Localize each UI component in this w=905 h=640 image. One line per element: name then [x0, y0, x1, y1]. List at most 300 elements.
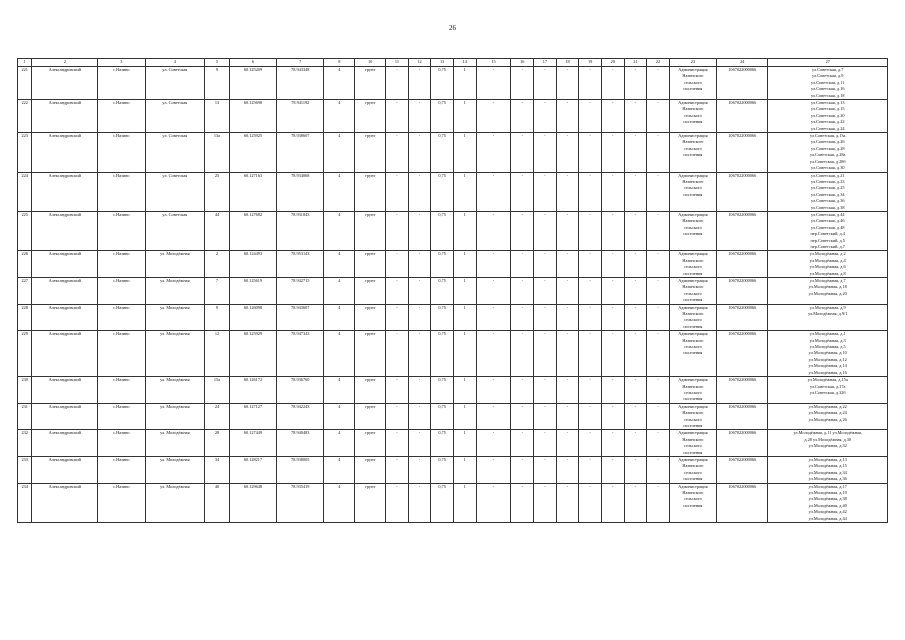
- table-cell: -: [556, 278, 579, 305]
- longitude-cell: 78.947343: [277, 331, 324, 377]
- longitude-cell: 78.943607: [277, 304, 324, 331]
- table-cell: -: [624, 211, 647, 250]
- table-cell: 1: [453, 483, 476, 522]
- address-line: ул.Молодёжная, д.32: [808, 443, 847, 449]
- longitude-cell: 78.942715: [277, 278, 324, 305]
- ogrn-cell: 1067022000066: [717, 483, 768, 522]
- latitude-cell: 60.127163: [229, 172, 276, 211]
- longitude-cell: 78.953143: [277, 251, 324, 278]
- address-line: ул.Советская, д.28: [810, 145, 845, 151]
- bin-count-cell: 4: [324, 304, 355, 331]
- served-addresses-cell: [768, 172, 888, 211]
- owner-cell: [669, 172, 716, 211]
- bin-count-cell: 4: [324, 211, 355, 250]
- owner-line: Назинского: [682, 284, 704, 290]
- served-addresses-cell: [768, 251, 888, 278]
- table-cell: -: [601, 331, 624, 377]
- table-cell: -: [579, 304, 602, 331]
- address-line: ул.Молодёжная, д.44: [808, 515, 847, 521]
- table-cell: 0,75: [431, 483, 454, 522]
- settlement-cell: с.Назино: [98, 456, 145, 483]
- column-number: 15: [476, 59, 511, 67]
- surface-cell: грунт: [355, 331, 386, 377]
- owner-line: Назинского: [682, 383, 704, 389]
- table-row: [18, 483, 888, 522]
- table-cell: -: [624, 133, 647, 172]
- surface-cell: грунт: [355, 251, 386, 278]
- address-line: ул.Молодёжная, д.38: [808, 496, 847, 502]
- bin-count-cell: 4: [324, 133, 355, 172]
- longitude-cell: 78.931843: [277, 211, 324, 250]
- table-cell: -: [601, 304, 624, 331]
- owner-cell: [669, 100, 716, 133]
- table-cell: -: [624, 377, 647, 404]
- owner-line: сельского: [684, 112, 702, 118]
- owner-cell: [669, 304, 716, 331]
- table-cell: -: [579, 430, 602, 457]
- address-line: ул.Советская, д.46: [810, 218, 845, 224]
- owner-line: сельского: [684, 79, 702, 85]
- address-line: ул.Советская, д.22: [810, 119, 845, 125]
- house-cell: 34: [205, 456, 230, 483]
- table-row: [18, 403, 888, 430]
- table-cell: -: [511, 304, 534, 331]
- table-cell: -: [534, 483, 557, 522]
- bin-count-cell: 4: [324, 377, 355, 404]
- table-cell: -: [624, 331, 647, 377]
- address-line: ул.Советская, д.34: [810, 191, 845, 197]
- house-cell: 12: [205, 331, 230, 377]
- owner-line: поселения: [683, 119, 703, 125]
- bin-count-cell: 4: [324, 172, 355, 211]
- latitude-cell: 60.125209: [229, 67, 276, 100]
- column-number: 13: [431, 59, 454, 67]
- table-cell: -: [601, 211, 624, 250]
- owner-line: поселения: [683, 476, 703, 482]
- table-cell: -: [534, 304, 557, 331]
- row-number: 229: [18, 331, 32, 377]
- table-cell: -: [647, 403, 670, 430]
- table-cell: -: [511, 211, 534, 250]
- table-row: [18, 211, 888, 250]
- owner-line: Назинского: [682, 337, 704, 343]
- table-cell: 1: [453, 211, 476, 250]
- column-number: 8: [324, 59, 355, 67]
- table-cell: -: [408, 403, 431, 430]
- table-cell: -: [579, 67, 602, 100]
- ogrn-cell: 1067022000066: [717, 456, 768, 483]
- table-row: [18, 377, 888, 404]
- served-addresses-cell: [768, 331, 888, 377]
- served-addresses-cell: [768, 100, 888, 133]
- table-cell: -: [476, 483, 511, 522]
- table-row: [18, 278, 888, 305]
- table-cell: 1: [453, 133, 476, 172]
- row-number: 222: [18, 100, 32, 133]
- house-cell: 44: [205, 211, 230, 250]
- address-line: ул.Советская, д.30: [810, 165, 845, 171]
- bin-count-cell: 4: [324, 331, 355, 377]
- table-cell: -: [601, 377, 624, 404]
- address-line: ул.Советская, д.38: [810, 204, 845, 210]
- table-cell: -: [408, 456, 431, 483]
- table-cell: -: [601, 133, 624, 172]
- address-line: ул.Советская, д.24: [810, 125, 845, 131]
- table-cell: 0,75: [431, 278, 454, 305]
- surface-cell: грунт: [355, 430, 386, 457]
- longitude-cell: 78.934068: [277, 172, 324, 211]
- table-cell: -: [601, 100, 624, 133]
- served-addresses-cell: [768, 456, 888, 483]
- owner-line: поселения: [683, 297, 703, 303]
- row-number: 228: [18, 304, 32, 331]
- longitude-cell: 78.941192: [277, 100, 324, 133]
- address-line: ул.Молодёжная, д.10: [808, 350, 847, 356]
- column-number: 20: [601, 59, 624, 67]
- table-cell: -: [556, 133, 579, 172]
- column-number: 11: [386, 59, 409, 67]
- street-cell: ул. Молодёжная: [145, 403, 205, 430]
- owner-cell: [669, 278, 716, 305]
- street-cell: ул. Советская: [145, 172, 205, 211]
- table-row: [18, 133, 888, 172]
- table-cell: -: [647, 483, 670, 522]
- settlement-cell: с.Назино: [98, 331, 145, 377]
- bin-count-cell: 4: [324, 278, 355, 305]
- owner-line: Назинского: [682, 139, 704, 145]
- table-cell: -: [534, 430, 557, 457]
- owner-line: Администрация: [678, 172, 708, 178]
- latitude-cell: 60.125929: [229, 331, 276, 377]
- table-cell: -: [647, 172, 670, 211]
- table-cell: -: [601, 251, 624, 278]
- table-cell: -: [647, 67, 670, 100]
- table-cell: -: [624, 403, 647, 430]
- settlement-cell: с.Назино: [98, 211, 145, 250]
- table-cell: -: [476, 403, 511, 430]
- column-number: 17: [534, 59, 557, 67]
- page-number: 26: [449, 24, 456, 32]
- street-cell: ул. Молодёжная: [145, 377, 205, 404]
- owner-line: сельского: [684, 416, 702, 422]
- table-cell: -: [579, 403, 602, 430]
- owner-line: сельского: [684, 389, 702, 395]
- owner-line: поселения: [683, 502, 703, 508]
- table-cell: 0,75: [431, 304, 454, 331]
- served-addresses-cell: [768, 304, 888, 331]
- ogrn-cell: 1067022000066: [717, 278, 768, 305]
- table-cell: -: [476, 172, 511, 211]
- surface-cell: грунт: [355, 133, 386, 172]
- owner-line: Администрация: [678, 403, 708, 409]
- table-cell: -: [601, 278, 624, 305]
- longitude-cell: 78.942243: [277, 403, 324, 430]
- address-line: ул.Советская, д.13а: [809, 133, 846, 139]
- column-number: 27: [768, 59, 888, 67]
- table-cell: -: [386, 172, 409, 211]
- table-cell: -: [386, 403, 409, 430]
- bin-count-cell: 4: [324, 430, 355, 457]
- district-cell: Александровский: [32, 67, 98, 100]
- address-line: ул.Советская, д.28а: [809, 152, 846, 158]
- column-number: 14: [453, 59, 476, 67]
- surface-cell: грунт: [355, 456, 386, 483]
- address-line: ул.Советская, д.16: [810, 86, 845, 92]
- district-cell: Александровский: [32, 403, 98, 430]
- owner-line: Администрация: [678, 483, 708, 489]
- served-addresses-cell: [768, 403, 888, 430]
- table-cell: -: [408, 133, 431, 172]
- served-addresses-cell: [768, 483, 888, 522]
- latitude-cell: 60.125619: [229, 278, 276, 305]
- table-cell: -: [556, 100, 579, 133]
- column-number: 2: [32, 59, 98, 67]
- street-cell: ул. Молодёжная: [145, 304, 205, 331]
- address-line: ул.Советская, д.15: [810, 106, 845, 112]
- settlement-cell: с.Назино: [98, 403, 145, 430]
- latitude-cell: 60.126172: [229, 377, 276, 404]
- table-cell: -: [511, 278, 534, 305]
- surface-cell: грунт: [355, 172, 386, 211]
- table-cell: -: [579, 172, 602, 211]
- address-line: ул.Молодёжная, д.36: [808, 476, 847, 482]
- table-cell: -: [624, 100, 647, 133]
- row-number: 227: [18, 278, 32, 305]
- column-number: 3: [98, 59, 145, 67]
- address-line: ул.Молодёжная, д.8: [809, 270, 846, 276]
- table-cell: -: [601, 483, 624, 522]
- table-cell: -: [647, 100, 670, 133]
- owner-line: Назинского: [682, 463, 704, 469]
- owner-cell: [669, 67, 716, 100]
- house-cell: 13: [205, 100, 230, 133]
- table-cell: -: [408, 304, 431, 331]
- address-line: ул.Советская, д.9: [812, 73, 844, 79]
- address-line: ул.Советская, д.36: [810, 198, 845, 204]
- ogrn-cell: 1067022000066: [717, 403, 768, 430]
- table-cell: -: [386, 278, 409, 305]
- table-cell: -: [556, 456, 579, 483]
- table-cell: 0,75: [431, 172, 454, 211]
- table-row: [18, 430, 888, 457]
- table-cell: -: [511, 67, 534, 100]
- table-cell: 1: [453, 251, 476, 278]
- owner-line: сельского: [684, 290, 702, 296]
- served-addresses-cell: [768, 278, 888, 305]
- table-cell: -: [647, 377, 670, 404]
- settlement-cell: с.Назино: [98, 377, 145, 404]
- table-cell: 0,75: [431, 67, 454, 100]
- table-cell: -: [386, 430, 409, 457]
- district-cell: Александровский: [32, 430, 98, 457]
- column-number: 22: [647, 59, 670, 67]
- settlement-cell: с.Назино: [98, 100, 145, 133]
- table-row: [18, 331, 888, 377]
- owner-cell: [669, 483, 716, 522]
- table-cell: -: [386, 67, 409, 100]
- address-line: ул.Советская, д.17а: [809, 383, 846, 389]
- table-cell: 1: [453, 304, 476, 331]
- table-cell: -: [511, 377, 534, 404]
- address-line: ул.Советская, д.20: [810, 112, 845, 118]
- latitude-cell: 60.126098: [229, 304, 276, 331]
- row-number: 233: [18, 456, 32, 483]
- table-cell: -: [624, 456, 647, 483]
- table-cell: 0,75: [431, 133, 454, 172]
- table-cell: -: [408, 483, 431, 522]
- table-cell: 0,75: [431, 430, 454, 457]
- owner-line: поселения: [683, 270, 703, 276]
- address-line: пер.Советский, д.4: [810, 231, 845, 237]
- address-line: ул.Советская, д.23: [810, 178, 845, 184]
- table-cell: -: [476, 251, 511, 278]
- street-cell: ул. Советская: [145, 100, 205, 133]
- street-cell: ул. Молодёжная: [145, 483, 205, 522]
- owner-line: поселения: [683, 323, 703, 329]
- house-cell: 40: [205, 483, 230, 522]
- address-line: пер.Советский, д.7: [810, 243, 845, 249]
- surface-cell: грунт: [355, 278, 386, 305]
- latitude-cell: 60.127682: [229, 211, 276, 250]
- table-cell: -: [579, 278, 602, 305]
- settlement-cell: с.Назино: [98, 278, 145, 305]
- street-cell: ул. Советская: [145, 211, 205, 250]
- table-cell: -: [534, 133, 557, 172]
- owner-line: Назинского: [682, 436, 704, 442]
- ogrn-cell: 1067022000066: [717, 304, 768, 331]
- bin-count-cell: 4: [324, 483, 355, 522]
- longitude-cell: 78.940483: [277, 430, 324, 457]
- table-cell: -: [386, 133, 409, 172]
- owner-line: поселения: [683, 422, 703, 428]
- address-line: ул.Советская, д.21: [810, 172, 845, 178]
- row-number: 225: [18, 211, 32, 250]
- house-cell: 28: [205, 430, 230, 457]
- table-cell: -: [624, 251, 647, 278]
- street-cell: ул. Советская: [145, 67, 205, 100]
- district-cell: Александровский: [32, 377, 98, 404]
- address-line: ул.Молодёжная, д.2: [809, 251, 846, 257]
- table-cell: -: [511, 133, 534, 172]
- column-number: 16: [511, 59, 534, 67]
- owner-line: Администрация: [678, 430, 708, 436]
- owner-line: сельского: [684, 145, 702, 151]
- bin-count-cell: 4: [324, 100, 355, 133]
- address-line: ул.Молодёжная, д.13: [808, 456, 847, 462]
- address-line: ул.Советская, д.32б: [809, 389, 846, 395]
- table-cell: -: [408, 67, 431, 100]
- longitude-cell: 78.938607: [277, 133, 324, 172]
- owner-line: сельского: [684, 443, 702, 449]
- table-cell: -: [476, 100, 511, 133]
- ogrn-cell: 1067022000066: [717, 172, 768, 211]
- table-cell: -: [534, 377, 557, 404]
- settlement-cell: с.Назино: [98, 304, 145, 331]
- table-cell: 1: [453, 278, 476, 305]
- table-cell: -: [647, 133, 670, 172]
- longitude-cell: 78.943348: [277, 67, 324, 100]
- table-cell: 0,75: [431, 377, 454, 404]
- table-cell: -: [556, 430, 579, 457]
- surface-cell: грунт: [355, 403, 386, 430]
- column-number: 4: [145, 59, 205, 67]
- table-cell: 1: [453, 172, 476, 211]
- owner-cell: [669, 377, 716, 404]
- table-cell: -: [579, 211, 602, 250]
- bin-count-cell: 4: [324, 67, 355, 100]
- owner-line: сельского: [684, 496, 702, 502]
- table-cell: -: [511, 403, 534, 430]
- owner-line: сельского: [684, 317, 702, 323]
- address-line: ул.Молодёжная, д.26: [808, 416, 847, 422]
- table-cell: 1: [453, 331, 476, 377]
- district-cell: Александровский: [32, 304, 98, 331]
- table-cell: 0,75: [431, 100, 454, 133]
- surface-cell: грунт: [355, 100, 386, 133]
- column-number: 21: [624, 59, 647, 67]
- house-cell: 24: [205, 403, 230, 430]
- served-addresses-cell: [768, 67, 888, 100]
- ogrn-cell: 1067022000066: [717, 133, 768, 172]
- street-cell: ул. Молодёжная: [145, 430, 205, 457]
- owner-line: Назинского: [682, 73, 704, 79]
- table-cell: -: [534, 331, 557, 377]
- table-cell: -: [647, 331, 670, 377]
- owner-line: сельского: [684, 344, 702, 350]
- table-cell: -: [534, 278, 557, 305]
- district-cell: Александровский: [32, 133, 98, 172]
- served-addresses-cell: [768, 430, 888, 457]
- table-cell: -: [556, 331, 579, 377]
- table-cell: -: [534, 100, 557, 133]
- row-number: 232: [18, 430, 32, 457]
- table-cell: -: [511, 331, 534, 377]
- house-cell: 7: [205, 278, 230, 305]
- owner-line: поселения: [683, 350, 703, 356]
- address-line: ул.Молодёжная, д.19: [808, 490, 847, 495]
- address-line: ул.Молодёжная, д.34: [808, 469, 847, 475]
- table-cell: -: [556, 377, 579, 404]
- latitude-cell: 60.125925: [229, 133, 276, 172]
- table-cell: -: [556, 304, 579, 331]
- street-cell: ул. Молодёжная: [145, 278, 205, 305]
- owner-line: Назинского: [682, 218, 704, 224]
- owner-line: поселения: [683, 231, 703, 237]
- surface-cell: грунт: [355, 211, 386, 250]
- address-line: пер.Советский, д.5: [810, 237, 845, 243]
- table-cell: -: [556, 403, 579, 430]
- address-line: ул.Молодёжная, д.17: [808, 483, 847, 489]
- table-cell: -: [534, 67, 557, 100]
- settlement-cell: с.Назино: [98, 251, 145, 278]
- street-cell: ул. Молодёжная: [145, 251, 205, 278]
- table-cell: -: [624, 172, 647, 211]
- street-cell: ул. Молодёжная: [145, 456, 205, 483]
- column-number: 24: [717, 59, 768, 67]
- settlement-cell: с.Назино: [98, 172, 145, 211]
- table-row: [18, 67, 888, 100]
- owner-line: Администрация: [678, 211, 708, 217]
- address-line: ул.Советская, д.25: [810, 185, 845, 191]
- owner-cell: [669, 331, 716, 377]
- table-cell: 0,75: [431, 251, 454, 278]
- house-cell: 15а: [205, 377, 230, 404]
- owner-line: Администрация: [678, 331, 708, 337]
- ogrn-cell: 1067022000066: [717, 377, 768, 404]
- table-cell: -: [511, 251, 534, 278]
- street-cell: ул. Советская: [145, 133, 205, 172]
- table-row: [18, 304, 888, 331]
